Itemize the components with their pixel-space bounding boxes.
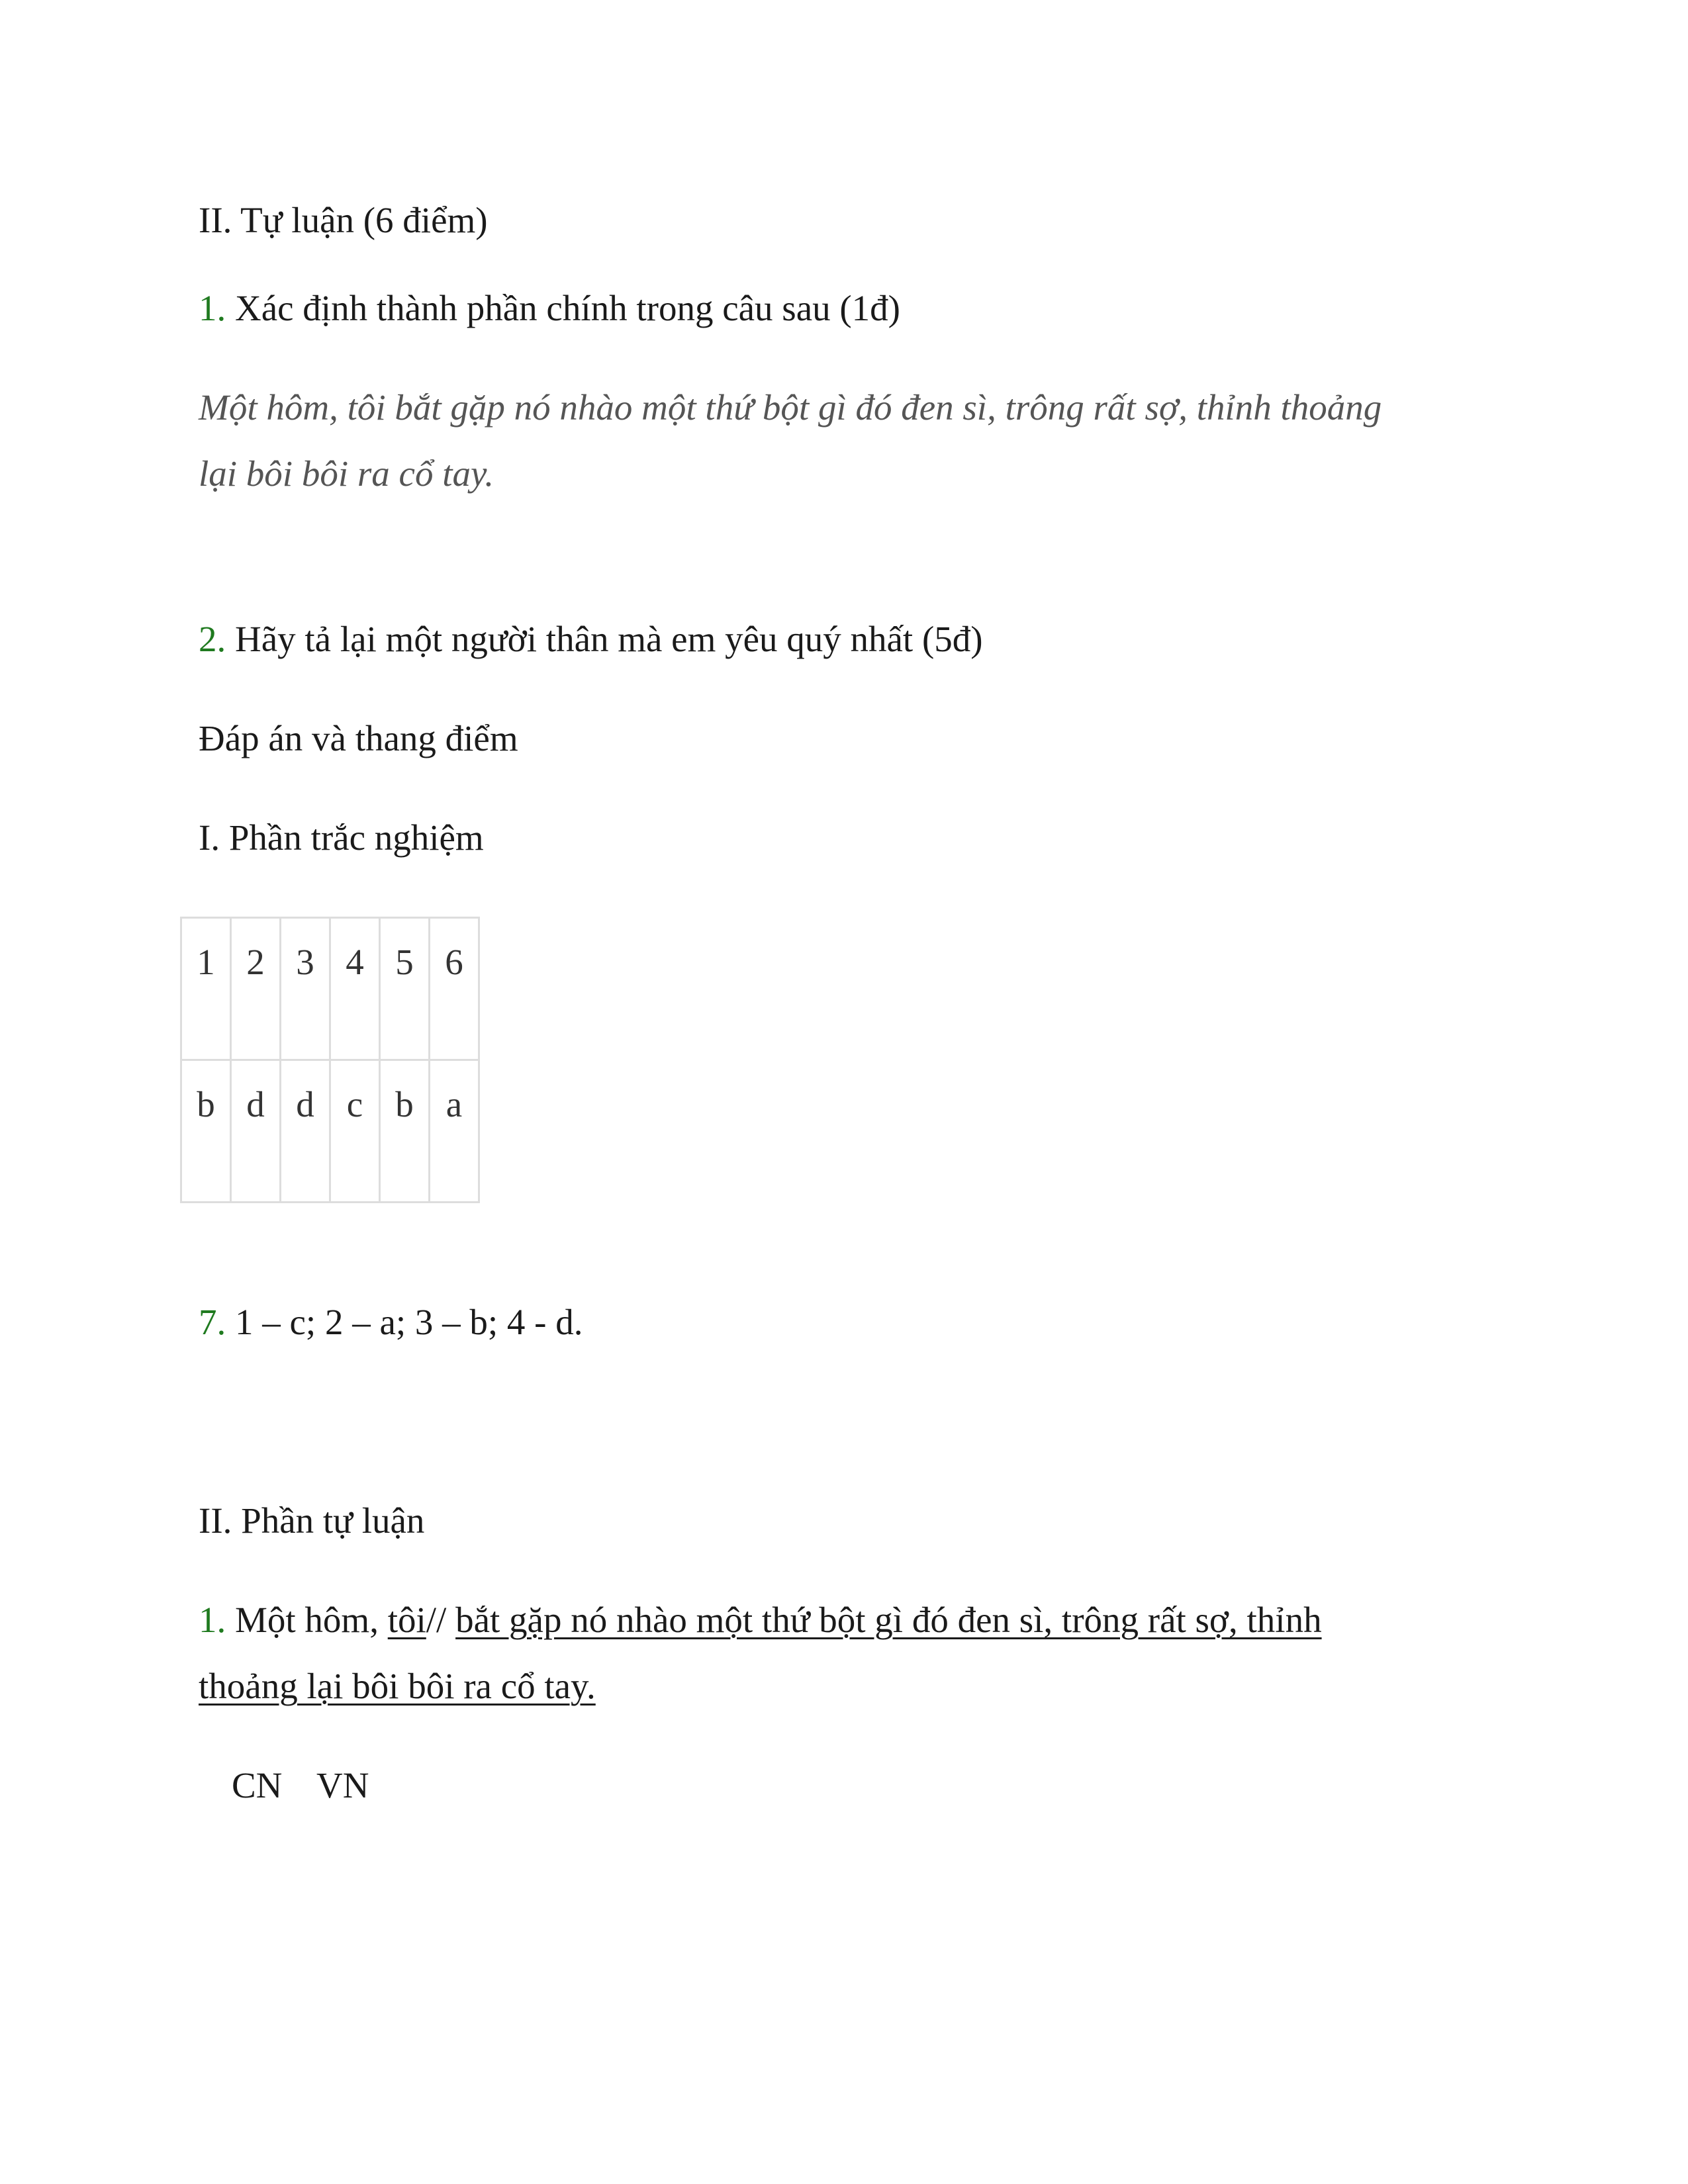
section-heading-essay-answer: II. Phần tự luận	[199, 1500, 425, 1541]
answer-1-subject: tôi	[387, 1600, 426, 1640]
quote-line-2: lại bôi bôi ra cổ tay.	[199, 453, 494, 494]
question-2-number: 2.	[199, 619, 226, 659]
answer-1-number: 1.	[199, 1600, 226, 1640]
question-7-number: 7.	[199, 1302, 226, 1342]
table-cell: 3	[281, 918, 330, 1060]
section-heading-essay: II. Tự luận (6 điểm)	[199, 200, 488, 240]
question-7-text: 1 – c; 2 – a; 3 – b; 4 - d.	[226, 1302, 583, 1342]
section-heading-multiple-choice: I. Phần trắc nghiệm	[199, 817, 484, 858]
answer-table	[180, 917, 480, 1203]
table-cell: 4	[330, 918, 380, 1060]
table-cell: b	[380, 1060, 430, 1203]
answer-1-prefix: Một hôm,	[226, 1600, 388, 1640]
answer-1-predicate-continued: thoảng lại bôi bôi ra cổ tay.	[199, 1666, 596, 1706]
subject-label: CN	[232, 1765, 283, 1805]
question-7-answer	[199, 1304, 583, 1340]
question-2-text: Hãy tả lại một người thân mà em yêu quý nhất (5đ)	[226, 619, 983, 659]
table-cell: d	[281, 1060, 330, 1203]
answer-key-heading: Đáp án và thang điểm	[199, 718, 518, 758]
answer-table-answer-row	[181, 1060, 479, 1203]
table-cell: d	[231, 1060, 281, 1203]
table-cell: b	[181, 1060, 231, 1203]
answer-1-separator: //	[426, 1600, 447, 1640]
table-cell: a	[430, 1060, 479, 1203]
question-1-number: 1.	[199, 288, 226, 328]
answer-1-predicate: bắt gặp nó nhào một thứ bột gì đó đen sì, trông rất sợ, thỉnh	[455, 1600, 1322, 1640]
table-cell: 6	[430, 918, 479, 1060]
answer-table-question-row	[181, 918, 479, 1060]
table-cell: 1	[181, 918, 231, 1060]
question-1	[199, 290, 900, 326]
table-cell: 2	[231, 918, 281, 1060]
table-cell: c	[330, 1060, 380, 1203]
answer-1-line-1	[199, 1602, 1322, 1638]
table-cell: 5	[380, 918, 430, 1060]
question-2	[199, 621, 983, 657]
answer-1-line-2	[199, 1668, 596, 1704]
question-1-text: Xác định thành phần chính trong câu sau (1đ)	[226, 288, 900, 328]
quote-line-1: Một hôm, tôi bắt gặp nó nhào một thứ bột gì đó đen sì, trông rất sợ, thỉnh thoảng	[199, 387, 1382, 428]
predicate-label: VN	[316, 1765, 369, 1805]
